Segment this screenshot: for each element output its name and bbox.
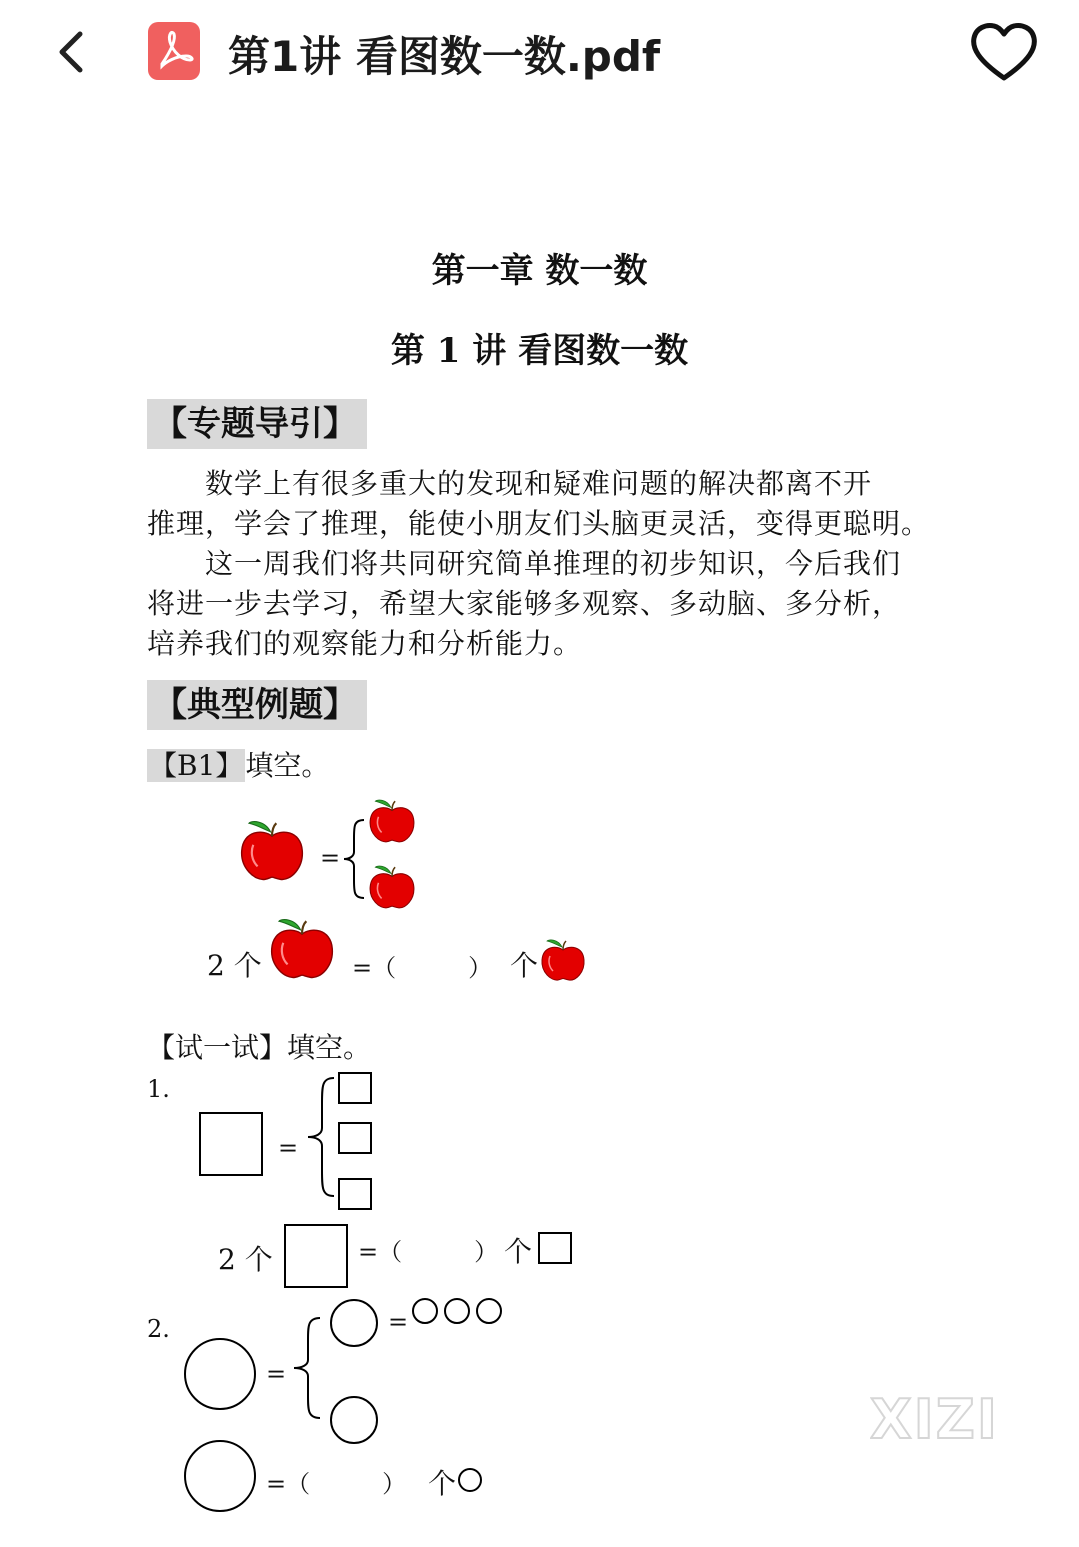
circle-shape bbox=[184, 1338, 256, 1410]
square-shape bbox=[338, 1072, 372, 1104]
b1-label bbox=[147, 749, 330, 782]
apple-icon bbox=[236, 816, 308, 888]
square-shape bbox=[338, 1122, 372, 1154]
question-number: 1. bbox=[147, 1075, 170, 1103]
square-shape bbox=[338, 1178, 372, 1210]
apple-icon bbox=[366, 796, 418, 848]
chapter-title: 第一章 数一数 bbox=[431, 251, 648, 291]
circle-shape bbox=[412, 1298, 438, 1324]
unit-label: 个 bbox=[504, 1235, 533, 1268]
equals-sign: = bbox=[266, 1360, 287, 1388]
circle-shape bbox=[330, 1299, 378, 1347]
circle-shape bbox=[330, 1396, 378, 1444]
unit-label: 个 bbox=[428, 1467, 457, 1500]
blank-equation: =（ ） bbox=[358, 1238, 499, 1266]
brace-icon bbox=[306, 1076, 336, 1198]
equals-sign: = bbox=[320, 844, 341, 872]
intro-paragraph bbox=[147, 464, 947, 664]
intro-line: 数学上有很多重大的发现和疑难问题的解决都离不开 bbox=[147, 467, 873, 500]
b1-tag: 【B1】 bbox=[149, 749, 244, 782]
square-shape bbox=[199, 1112, 263, 1176]
blank-equation: =（ ） bbox=[266, 1470, 407, 1498]
circle-shape bbox=[184, 1440, 256, 1512]
examples-heading: 【典型例题】 bbox=[147, 680, 367, 730]
intro-line: 推理，学会了推理，能使小朋友们头脑更灵活，变得更聪明。 bbox=[147, 507, 931, 540]
brace-icon bbox=[342, 818, 366, 900]
b1-text: 填空。 bbox=[245, 749, 330, 782]
top-bar bbox=[0, 0, 1079, 110]
square-shape bbox=[284, 1224, 348, 1288]
circle-shape bbox=[444, 1298, 470, 1324]
square-shape bbox=[538, 1232, 572, 1264]
try-heading: 【试一试】填空。 bbox=[147, 1031, 372, 1064]
equals-sign: = bbox=[278, 1134, 299, 1162]
intro-heading: 【专题导引】 bbox=[147, 399, 367, 449]
back-arrow-icon[interactable] bbox=[50, 28, 94, 76]
equals-sign: = bbox=[388, 1308, 409, 1336]
circle-shape bbox=[476, 1298, 502, 1324]
intro-line: 这一周我们将共同研究简单推理的初步知识，今后我们 bbox=[147, 547, 902, 580]
heart-icon[interactable] bbox=[968, 20, 1040, 84]
document-title: 第1讲 看图数一数.pdf bbox=[228, 32, 661, 81]
apple-icon bbox=[366, 862, 418, 914]
watermark: XIZI bbox=[870, 1388, 999, 1451]
question-number: 2. bbox=[147, 1315, 170, 1343]
pdf-file-icon bbox=[148, 22, 200, 80]
count-label: 2 个 bbox=[207, 949, 262, 982]
count-label: 2 个 bbox=[218, 1243, 273, 1276]
blank-equation: =（ ） bbox=[352, 954, 493, 982]
intro-line: 将进一步去学习，希望大家能够多观察、多动脑、多分析， bbox=[147, 587, 902, 620]
apple-icon bbox=[266, 914, 338, 986]
brace-icon bbox=[292, 1316, 322, 1420]
circle-shape bbox=[458, 1468, 482, 1492]
unit-label: 个 bbox=[510, 949, 539, 982]
lecture-title: 第 1 讲 看图数一数 bbox=[390, 331, 689, 371]
intro-line: 培养我们的观察能力和分析能力。 bbox=[147, 627, 583, 660]
apple-icon bbox=[538, 936, 588, 986]
